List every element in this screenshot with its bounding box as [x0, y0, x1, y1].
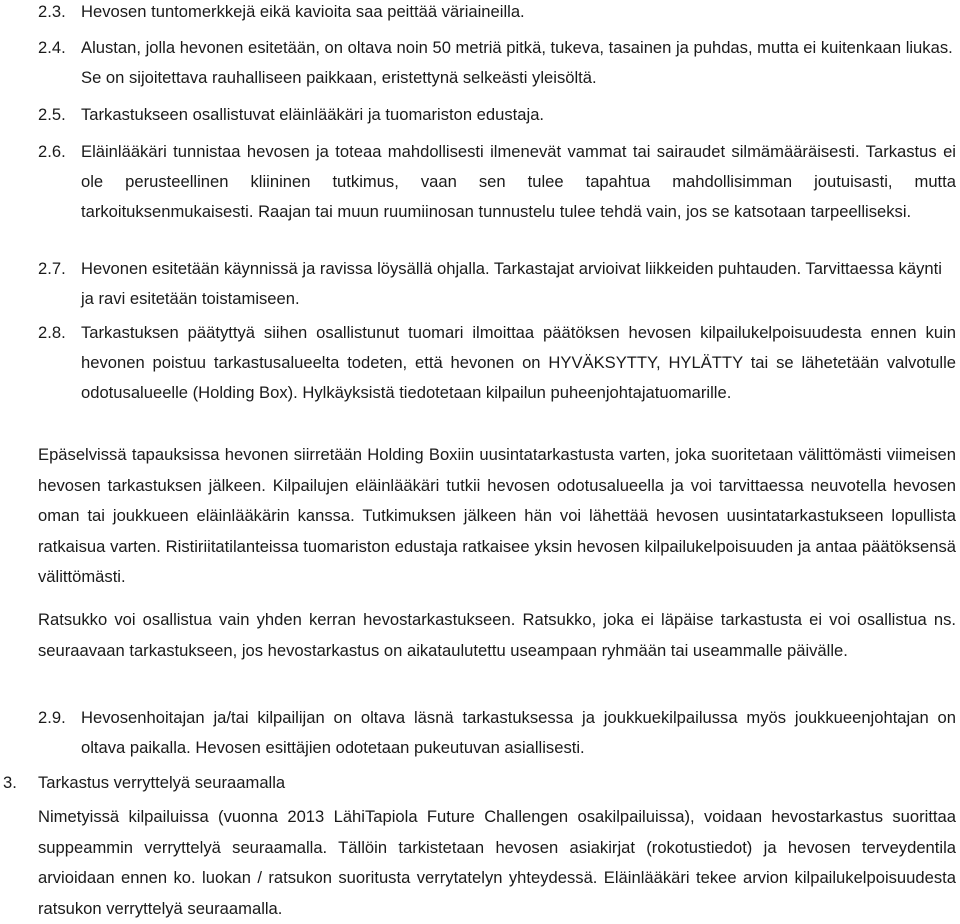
- section-3-heading: [3, 768, 953, 798]
- clause-text: Alustan, jolla hevonen esitetään, on oltava noin 50 metriä pitkä, tukeva, tasainen ja puhdas, mutta ei kuitenkaan liukas. Se on sijoitettava rauhalliseen paikkaan, eristettynä selkeästi yleisöltä.: [81, 38, 953, 87]
- clause-text: Tarkastuksen päätyttyä siihen osallistunut tuomari ilmoittaa päätöksen hevosen kilpailukelpoisuudesta ennen kuin hevonen poistuu tarkastusalueelta todeten, että hevonen on HYVÄKSYTTY, HYLÄTTY tai se lähetetään valvotulle odotusalueelle (Holding Box). Hylkäyksistä tiedotetaan kilpailun puheenjohtajatuomarille.: [81, 323, 956, 402]
- clause-number: 2.9.: [38, 708, 66, 727]
- paragraph-holding-box: Epäselvissä tapauksissa hevonen siirretään Holding Boxiin uusintatarkastusta varten, joka suoritetaan välittömästi viimeisen hevosen tarkastuksen jälkeen. Kilpailujen eläinlääkäri tutkii hevosen odotusalueella ja voi tarvittaessa neuvotella hevosen oman tai joukkueen eläinlääkärin kanssa. Tutkimuksen jälkeen hän voi lähettää hevosen uusintatarkastukseen lopullista ratkaisua varten. Ristiriitatilanteissa tuomariston edustaja ratkaisee yksin hevosen kilpailukelpoisuuden ja antaa päätöksensä välittömästi.: [38, 445, 956, 586]
- clause-number: 2.8.: [38, 323, 66, 342]
- clause-text: Hevosen tuntomerkkejä eikä kavioita saa peittää väriaineilla.: [81, 2, 525, 21]
- clause-text: Tarkastukseen osallistuvat eläinlääkäri ja tuomariston edustaja.: [81, 105, 545, 124]
- paragraph-single-attempt: Ratsukko voi osallistua vain yhden kerran hevostarkastukseen. Ratsukko, joka ei läpäise tarkastusta ei voi osallistua ns. seuraavaan tarkastukseen, jos hevostarkastus on aikataulutettu useampaan ryhmään tai useammalle päivälle.: [38, 610, 956, 660]
- clause-2-3: [38, 0, 956, 27]
- paragraph-warmup-inspection: Nimetyissä kilpailuissa (vuonna 2013 LähiTapiola Future Challengen osakilpailuissa), voidaan hevostarkastus suorittaa suppeammin verryttelyä seuraamalla. Tällöin tarkistetaan hevosen asiakirjat (rokotustiedot) ja hevosen terveydentila arvioidaan ennen ko. luokan / ratsukon suoritusta verrytatelyn yhteydessä. Eläinlääkäri tekee arvion kilpailukelpoisuudesta ratsukon verryttelyä seuraamalla.: [38, 807, 956, 918]
- clause-2-6: [38, 137, 956, 227]
- clause-number: 2.5.: [38, 105, 66, 124]
- clause-number: 2.6.: [38, 142, 66, 161]
- clause-number: 2.4.: [38, 38, 66, 57]
- clause-text: Hevonen esitetään käynnissä ja ravissa löysällä ohjalla. Tarkastajat arvioivat liikkeiden puhtauden. Tarvittaessa käynti ja ravi esitetään toistamiseen.: [81, 259, 942, 308]
- clause-2-4: [38, 33, 956, 93]
- clause-number: 2.3.: [38, 2, 66, 21]
- section-number: 3.: [3, 773, 17, 792]
- clause-2-9: [38, 703, 956, 763]
- clause-number: 2.7.: [38, 259, 66, 278]
- clause-2-8: [38, 318, 956, 408]
- clause-text: Hevosenhoitajan ja/tai kilpailijan on oltava läsnä tarkastuksessa ja joukkuekilpailussa myös joukkueenjohtajan on oltava paikalla. Hevosen esittäjien odotetaan pukeutuvan asiallisesti.: [81, 708, 956, 757]
- clause-2-5: [38, 100, 956, 130]
- section-title: Tarkastus verryttelyä seuraamalla: [38, 773, 286, 792]
- clause-2-7: [38, 254, 956, 314]
- clause-text: Eläinlääkäri tunnistaa hevosen ja toteaa mahdollisesti ilmenevät vammat tai sairaudet silmämääräisesti. Tarkastus ei ole perusteellinen kliininen tutkimus, vaan sen tulee tapahtua mahdollisimman joutuisasti, mutta tarkoituksenmukaisesti. Raajan tai muun ruumiinosan tunnustelu tulee tehdä vain, jos se katsotaan tarpeelliseksi.: [81, 142, 956, 221]
